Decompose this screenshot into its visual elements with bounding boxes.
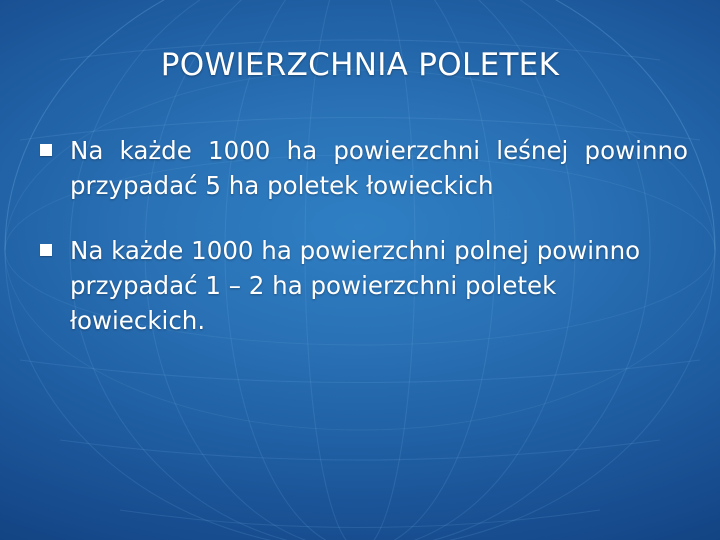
list-item (40, 233, 688, 338)
bullet-text: Na każde 1000 ha powierzchni polnej powinno przypadać 1 – 2 ha powierzchni poletek łowieckich. (70, 236, 641, 335)
bullet-text: Na każde 1000 ha powierzchni leśnej powinno przypadać 5 ha poletek łowieckich (70, 136, 688, 200)
square-bullet-icon (40, 144, 52, 156)
slide-body (40, 133, 688, 368)
list-item (40, 133, 688, 203)
square-bullet-icon (40, 244, 52, 256)
slide-title: POWIERZCHNIA POLETEK (160, 47, 560, 83)
